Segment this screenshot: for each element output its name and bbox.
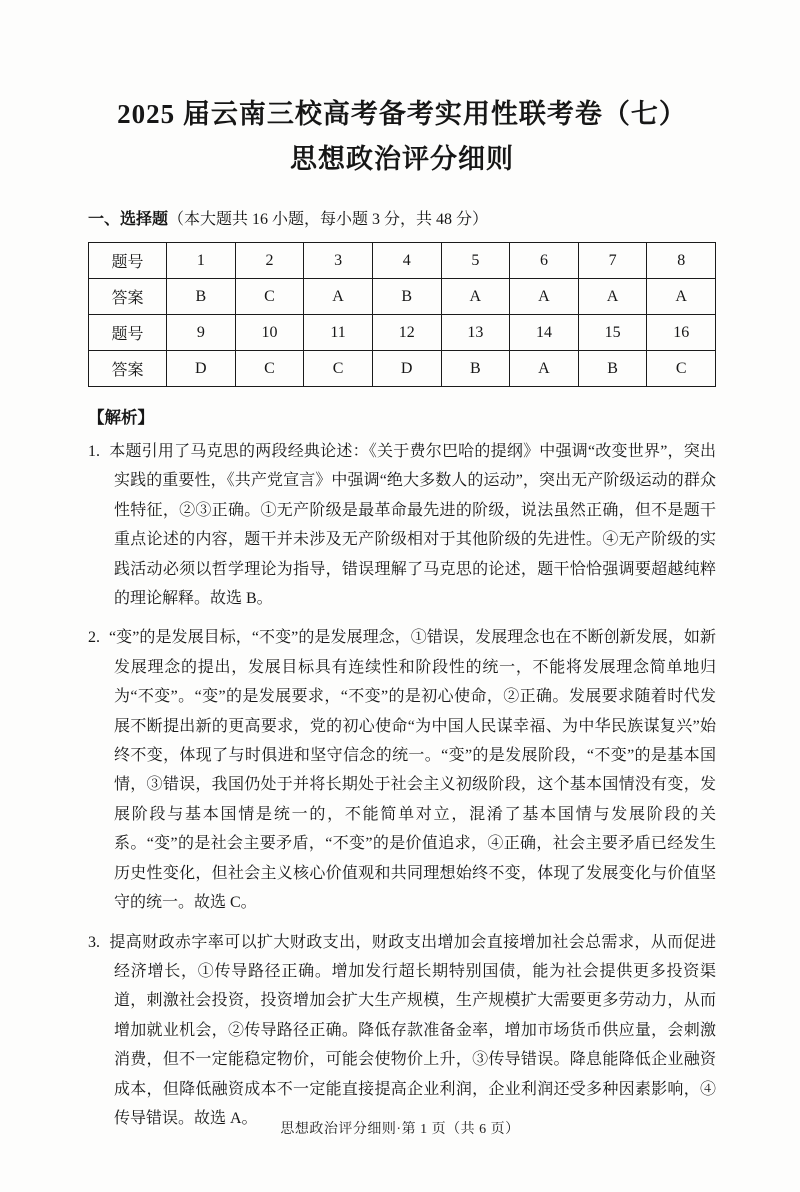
analysis-item-3-number: 3. [88, 933, 100, 951]
answer-table-row-header-cell: 答案 [89, 351, 167, 387]
answer-table-row-header-cell: 答案 [89, 279, 167, 315]
document-title-line2: 思想政治评分细则 [290, 144, 514, 174]
answer-table-cell: 10 [235, 315, 304, 351]
answer-table-cell: C [647, 351, 716, 387]
answer-table-cell: 4 [372, 243, 441, 279]
answer-table-cell: 13 [441, 315, 510, 351]
document-title [88, 92, 716, 182]
document-title-line1: 2025 届云南三校高考备考实用性联考卷（七） [117, 99, 687, 129]
answer-table-cell: D [167, 351, 236, 387]
answer-table-cell: 3 [304, 243, 373, 279]
answer-table-cell: C [304, 351, 373, 387]
analysis-item-2-number: 2. [88, 629, 100, 647]
answer-table-cell: 16 [647, 315, 716, 351]
analysis-list [88, 437, 716, 1133]
page-footer: 思想政治评分细则·第 1 页（共 6 页） [280, 1122, 520, 1137]
answer-table-cell: C [235, 351, 304, 387]
answer-table-cell: 5 [441, 243, 510, 279]
answer-table-cell: 7 [578, 243, 647, 279]
answer-table-cell: 11 [304, 315, 373, 351]
answer-table-row-header-cell: 题号 [89, 315, 167, 351]
section-heading-label: 一、选择题 [88, 211, 169, 228]
analysis-item-1 [88, 437, 716, 613]
answer-table-row-header-cell: 题号 [89, 243, 167, 279]
analysis-item-3-text: 提高财政赤字率可以扩大财政支出，财政支出增加会直接增加社会总需求，从而促进经济增长，①传导路径正确。增加发行超长期特别国债，能为社会提供更多投资渠道，刺激社会投资，投资增加会扩大生产规模，生产规模扩大需要更多劳动力，从而增加就业机会，②传导路径正确。降低存款准备金率，增加市场货币供应量，会刺激消费，但不一定能稳定物价，可能会使物价上升，③传导错误。降息能降低企业融资成本，但降低融资成本不一定能直接提高企业利润，企业利润还受多种因素影响，④传导错误。故选 A。 [109, 933, 716, 1127]
analysis-heading: 【解析】 [88, 408, 154, 427]
answer-table-row [89, 279, 716, 315]
answer-table-cell: D [372, 351, 441, 387]
answer-table-cell: 12 [372, 315, 441, 351]
answer-table-cell: 1 [167, 243, 236, 279]
section-heading [88, 208, 716, 232]
analysis-item-2 [88, 623, 716, 917]
analysis-item-1-number: 1. [88, 443, 100, 460]
answer-table-cell: A [510, 351, 579, 387]
answer-table-cell: A [441, 279, 510, 315]
answer-table-cell: 2 [235, 243, 304, 279]
analysis-item-1-text: 本题引用了马克思的两段经典论述：《关于费尔巴哈的提纲》中强调“改变世界”，突出实践的重要性，《共产党宣言》中强调“绝大多数人的运动”，突出无产阶级运动的群众性特征，②③正确。①无产阶级是最革命最先进的阶级，说法虽然正确，但不是题干重点论述的内容，题干并未涉及无产阶级相对于其他阶级的先进性。④无产阶级的实践活动必须以哲学理论为指导，错误理解了马克思的论述，题干恰恰强调要超越纯粹的理论解释。故选 B。 [109, 443, 716, 608]
answer-table-row [89, 351, 716, 387]
analysis-item-3 [88, 928, 716, 1134]
answer-table-cell: B [372, 279, 441, 315]
answer-table-cell: 6 [510, 243, 579, 279]
analysis-item-2-text: “变”的是发展目标，“不变”的是发展理念，①错误，发展理念也在不断创新发展，如新发展理念的提出，发展目标具有连续性和阶段性的统一，不能将发展理念简单地归为“不变”。“变”的是发展要求，“不变”的是初心使命，②正确。发展要求随着时代发展不断提出新的更高要求，党的初心使命“为中国人民谋幸福、为中华民族谋复兴”始终不变，体现了与时俱进和坚守信念的统一。“变”的是发展阶段，“不变”的是基本国情，③错误，我国仍处于并将长期处于社会主义初级阶段，这个基本国情没有变，发展阶段与基本国情是统一的，不能简单对立，混淆了基本国情与发展阶段的关系。“变”的是社会主要矛盾，“不变”的是价值追求，④正确，社会主要矛盾已经发生历史性变化，但社会主义核心价值观和共同理想始终不变，体现了发展变化与价值坚守的统一。故选 C。 [109, 629, 716, 912]
answer-table-cell: B [441, 351, 510, 387]
answer-table-cell: A [510, 279, 579, 315]
answer-table-cell: B [578, 351, 647, 387]
answer-table-row [89, 315, 716, 351]
answer-table-cell: C [235, 279, 304, 315]
answer-table-row [89, 243, 716, 279]
answer-table-cell: A [304, 279, 373, 315]
answer-table-cell: B [167, 279, 236, 315]
answer-table-cell: 15 [578, 315, 647, 351]
section-heading-detail: （本大题共 16 小题，每小题 3 分，共 48 分） [168, 211, 489, 228]
answer-table-cell: A [647, 279, 716, 315]
answer-table-cell: A [578, 279, 647, 315]
answer-table-cell: 9 [167, 315, 236, 351]
answer-table [88, 242, 716, 387]
answer-table-cell: 8 [647, 243, 716, 279]
answer-table-cell: 14 [510, 315, 579, 351]
